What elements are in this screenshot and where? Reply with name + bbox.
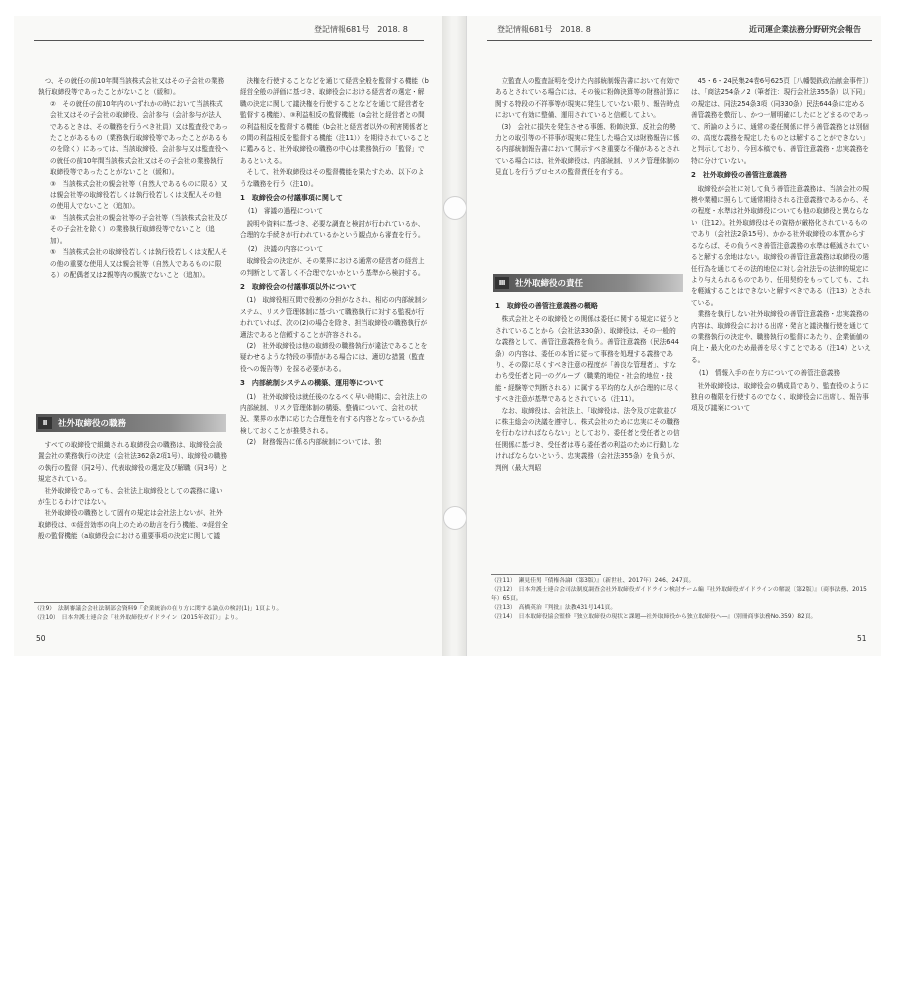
right-column-2 xyxy=(691,76,871,415)
right-column-1b xyxy=(495,298,681,474)
page-number-right: 51 xyxy=(857,634,867,643)
binding-hole xyxy=(443,196,467,220)
page-number-left: 50 xyxy=(36,634,46,643)
left-header-rule xyxy=(34,40,424,41)
paragraph: 決権を行使することなどを通じて経営全般を監督する機能（b経営全般の評価に基づき、取締役会における経営者の選定・解職の決定に関して議決権を行使することなどを通じて経営者を監督する機能）、③利益相反の監督機能（a会社と経営者との間の利益相反を監督する機能（b会社と経営者以外の利害関係者との間の利益相反を監督する機能（注11））を期待されていることに鑑みると、社外取締役の職務の中心は業務執行の「監督」であるといえる。 xyxy=(240,77,430,165)
book-spread xyxy=(14,16,880,656)
paragraph: そして、社外取締役はその監督機能を果たすため、以下のような職務を行う（注10）。 xyxy=(240,168,425,188)
binding-hole xyxy=(443,506,467,530)
paragraph: (1) 取締役相互間で役割の分担がなされ、相応の内部統制システム、リスク管理体制に基づいて職務執行に対する監視が行われていれば、次の(2)の場合を除き、担当取締役の職務執行が適法であると信頼することが許容される。 xyxy=(240,296,428,339)
sub-subheading: (1) 情報入手の在り方についての善管注意義務 xyxy=(699,369,841,378)
right-footnotes xyxy=(491,574,871,622)
section-number: Ⅲ xyxy=(495,277,509,289)
right-column-1a xyxy=(495,76,681,179)
footnote: （注12） 日本弁護士連合会司法制度調査会社外取締役ガイドライン検討チーム編『社外取締役ガイドラインの解説〔第2版〕』（商事法務、2015年）65頁。 xyxy=(491,587,867,602)
subheading: 2 社外取締役の善管注意義務 xyxy=(691,171,787,180)
footnote: （注10） 日本弁護士連合会「社外取締役ガイドライン（2015年改訂）」より。 xyxy=(34,615,242,621)
footnote: （注14） 日本取締役協会監修『独立取締役の現状と課題―社外取締役から独立取締役へ―』（別冊商事法務No.359）82頁。 xyxy=(491,614,817,620)
right-header-rule xyxy=(487,40,872,41)
paragraph: すべての取締役で組織される取締役会の職務は、取締役会設置会社の業務執行の決定（会社法362条2項1号）、取締役の職務の執行の監督（同2号）、代表取締役の選定及び解職（同3号）と規定されている。 xyxy=(38,441,228,484)
paragraph: 業務を執行しない社外取締役の善管注意義務・忠実義務の内容は、取締役会における出席・発言と議決権行使を通じての業務執行の決定や、職務執行の監督にあたり、企業価値の向上・最大化のため最善を尽くすことである（注14）といえる。 xyxy=(691,310,871,364)
list-item: ② その就任の前10年内のいずれかの時において当該株式会社又はその子会社の取締役、会計参与（会計参与が法人であるときは、その職務を行うべき社員）又は監査役であったことがあるもの（業務執行取締役等であったことがあるものを除く）にあっては、当該取締役、会計参与又は監査役への就任の前10年間当該株式会社又はその子会社の業務執行取締役等であったことがないこと（緩和）。 xyxy=(50,99,228,177)
sub-subheading: (2) 決議の内容について xyxy=(248,244,324,253)
left-column-1 xyxy=(38,76,228,281)
paragraph: (2) 社外取締役は他の取締役の職務執行が違法であることを疑わせるような特段の事情がある場合には、適切な措置（監査役への報告等）を採る必要がある。 xyxy=(240,341,428,373)
paragraph: (1) 社外取締役は就任後のなるべく早い時期に、会社法上の内部統制、リスク管理体制の構築、整備について、会社の状況、業界の水準に応じた合理性を有する内容となっているか点検しておくことが推奨される。 xyxy=(240,392,428,435)
subheading: 2 取締役会の付議事項以外について xyxy=(240,282,357,291)
sub-subheading: (1) 審議の過程について xyxy=(248,207,324,216)
left-footnotes xyxy=(34,602,429,623)
section-title-3 xyxy=(493,274,683,292)
paragraph: 45・6・24民集24巻6号625頁［八幡製鉄政治献金事件］）は、「商法254条ノ2（筆者注：現行会社法355条）以下同」の規定は、同法254条3項（同330条）民法644条に定める善管義務を敷衍し、かつ一層明確にしたにとどまるのであって、所論のように、通常の委任関係に伴う善管義務とは別個の、高度な義務を規定したものとは解することができない」と判示しており、今回本稿でも、善管注意義務・忠実義務を特に分けていない。 xyxy=(691,77,870,165)
paragraph: 取締役会の決定が、その業界における通常の経営者の経営上の判断として著しく不合理でないかという基準から検討する。 xyxy=(240,257,425,277)
paragraph: なお、取締役は、会社法上、「取締役は、法令及び定款並びに株主総会の決議を遵守し、株式会社のために忠実にその職務を行わなければならない」としており、委任者と受任者との信任関係に基づき、受任者は専ら委任者の利益のために行動しなければならないという、忠実義務（会社法355条）を負うが、判例（最大判昭 xyxy=(495,406,680,472)
footnote: （注9） 法制審議会会社法制部会資料9「企業統治の在り方に関する論点の検討(1)」1頁より。 xyxy=(34,606,283,612)
paragraph: 社外取締役であっても、会社法上取締役としての義務に違いが生じるわけではない。 xyxy=(38,486,223,507)
footnote: （注11） 瀬見佳男『債権各論Ⅰ（第3版）』（新世社、2017年）246、247頁。 xyxy=(491,578,695,584)
list-item: ⑤ 当該株式会社の取締役若しくは執行役若しくは支配人その他の重要な使用人又は親会社等（自然人であるものに限る）の配偶者又は2親等内の親族でないこと（追加）。 xyxy=(50,248,228,279)
paragraph: 立監査人の監査証明を受けた内部統制報告書において有効であるとされている場合には、その後に粉飾決算等の財務計算に関する特段の不祥事等が現実に発生していない限り、報告時点において有効に整備、運用されていると信頼してよい。 xyxy=(495,77,680,120)
footnote: （注13） 高橋英治『判批』法教431号141頁。 xyxy=(491,605,617,611)
footnote-rule xyxy=(491,574,601,575)
right-page-header-title: 近司運企業法務分野研究会報告 xyxy=(749,25,861,34)
section-title-2 xyxy=(36,414,226,432)
paragraph: 社外取締役は、取締役会の構成員であり、監査役のように独自の権限を行使するのでなく、取締役会に出席し、報告事項及び議案について xyxy=(691,381,870,413)
paragraph: 社外取締役の職務として固有の規定は会社法上ないが、社外取締役は、①経営効率の向上のための助言を行う機能、②経営全般の監督機能（a取締役会における重要事項の決定に関して議 xyxy=(38,509,228,541)
paragraph: (3) 会社に損失を発生させる事態、粉飾決算、反社会的勢力との取引等の不祥事が現実に発生した場合又は財務報告に係る内部統制報告書において開示すべき重要な不備があるとされている場合には、社外取締役は、内部統制、リスク管理体制の見直しを行うプロセスの監督責任を有する。 xyxy=(495,122,680,177)
book-gutter xyxy=(442,16,466,656)
list-item: ④ 当該株式会社の親会社等の子会社等（当該株式会社及びその子会社を除く）の業務執行取締役等でないこと（追加）。 xyxy=(50,213,228,245)
footnote-rule xyxy=(34,602,144,603)
paragraph: 取締役が会社に対して負う善管注意義務は、当該会社の規模や業種に照らして通常期待される注意義務であるから、その程度・水準は社外取締役についても他の取締役と異ならない（注12）。社外取締役はその資格が厳格化されているものであり（会社法2条15号）、かかる社外取締役の本質からするならば、その負うべき善管注意義務の水準は軽減されていると解する余地はない。取締役の善管注意義務は取締役の選任行為を通じてその法的地位に対し会社法등の法律的規定により与えられるものであり、任用契約をもってしても、これを軽減することはできないと解すべきである（注13）とされている。 xyxy=(691,184,871,307)
left-column-1b xyxy=(38,440,228,543)
subheading: 3 内部統制システムの構築、運用等について xyxy=(240,379,385,388)
paragraph: 株式会社とその取締役との関係は委任に関する規定に従うとされていることから（会社法330条）、取締役は、その一般的な義務として、善管注意義務を負う。善管注意義務（民法644条）の内容は、委任の本旨に従って事務を処理する義務であり、その際に尽くすべき注意の程度が「善良な管理者」、すなわち受任者と同一のグループ（職業的地位・社会的地位・技能・経験等で判断される）に属する平均的な人が合理的に尽くすべき注意が基準であるとされている（注11）。 xyxy=(495,315,680,404)
paragraph: 説明や資料に基づき、必要な調査と検討が行われているか、合理的な手続きが行われているかという観点から審査を行う。 xyxy=(240,219,425,240)
subheading: 1 取締役の善管注意義務の概略 xyxy=(495,302,598,310)
section-number: Ⅱ xyxy=(38,417,52,429)
paragraph: (2) 財務報告に係る内部統制については、独 xyxy=(246,438,382,447)
subheading: 1 取締役会の付議事項に関して xyxy=(240,194,343,203)
paragraph: つ、その就任の前10年間当該株式会社又はその子会社の業務執行取締役等であったことがないこと（緩和）。 xyxy=(38,77,225,97)
right-page-header: 登記情報681号 2018. 8 xyxy=(497,25,591,34)
section-heading: 社外取締役の責任 xyxy=(515,279,584,289)
list-item: ③ 当該株式会社の親会社等（自然人であるものに限る）又は親会社等の取締役若しくは執行役若しくは支配人その他の使用人でないこと（追加）。 xyxy=(50,179,228,211)
right-page xyxy=(466,16,881,656)
left-page-header: 登記情報681号 2018. 8 xyxy=(314,25,408,34)
left-page xyxy=(14,16,443,656)
section-heading: 社外取締役の職務 xyxy=(58,419,127,429)
left-column-2 xyxy=(240,76,430,449)
